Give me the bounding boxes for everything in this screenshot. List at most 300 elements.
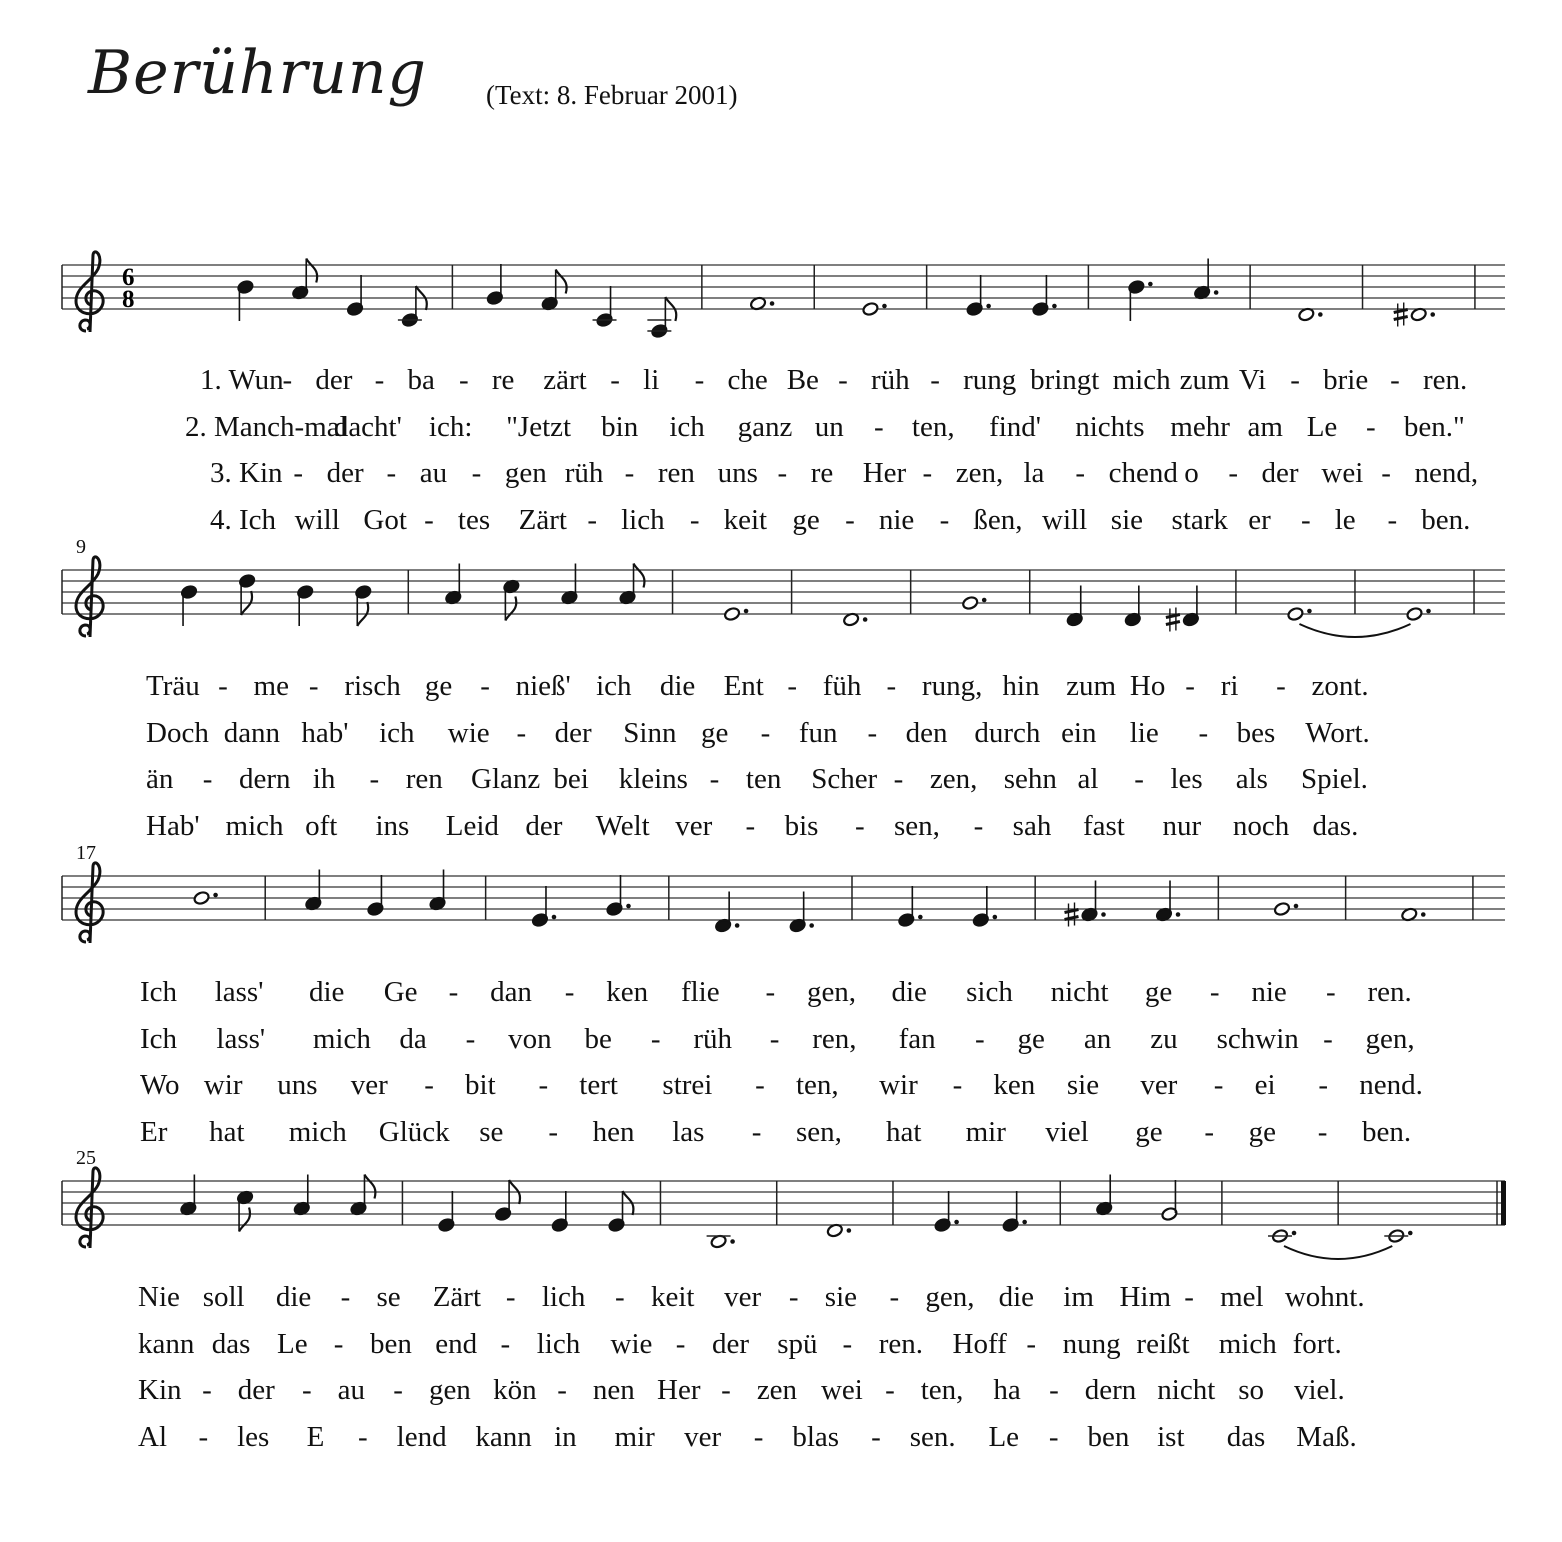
note-head	[862, 301, 879, 316]
lyric-hyphen: -	[369, 763, 380, 795]
lyric-syllable: keit	[650, 1281, 695, 1313]
lyric-syllable: der	[237, 1374, 275, 1406]
lyric-syllable: dern	[1084, 1374, 1137, 1406]
dot	[1408, 1231, 1413, 1236]
lyric-syllable: ge	[1144, 976, 1173, 1008]
lyric-syllable: dern	[238, 763, 291, 795]
lyric-syllable: mich	[288, 1115, 347, 1148]
lyric-syllable: sie	[1110, 503, 1143, 536]
lyric-syllable: blas	[792, 1420, 840, 1453]
lyric-hyphen: -	[587, 503, 598, 536]
note-flag	[306, 259, 317, 283]
treble-clef-icon	[76, 863, 103, 943]
lyric-syllable: end	[435, 1327, 478, 1360]
lyric-syllable: kann	[138, 1327, 195, 1360]
lyric-syllable: "Jetzt	[506, 410, 572, 443]
lyric-syllable: Wo	[140, 1069, 180, 1101]
lyric-syllable: ge	[1135, 1115, 1163, 1148]
lyric-syllable: la	[1023, 457, 1045, 489]
lyric-hyphen: -	[845, 503, 855, 536]
lyric-syllable: sen.	[909, 1420, 956, 1453]
note	[1128, 279, 1153, 321]
lyric-syllable: chend	[1108, 457, 1178, 489]
lyric-hyphen: -	[564, 976, 575, 1008]
note	[606, 875, 631, 917]
staff-system	[62, 876, 1505, 920]
lyric-hyphen: -	[1075, 457, 1086, 489]
lyric-hyphen: -	[885, 1374, 895, 1406]
lyric-syllable: ver	[684, 1420, 722, 1453]
lyric-hyphen: -	[689, 503, 700, 536]
lyric-syllable: rüh	[564, 457, 604, 489]
lyric-syllable: ben.	[1361, 1115, 1412, 1148]
lyric-syllable: wie	[610, 1327, 653, 1360]
lyric-syllable: bit	[465, 1069, 496, 1101]
lyric-hyphen: -	[1290, 364, 1300, 396]
lyric-syllable: ih	[312, 763, 336, 795]
lyric-hyphen: -	[1204, 1115, 1215, 1148]
lyric-syllable: als	[1235, 763, 1268, 795]
lyric-syllable: nie	[1251, 976, 1287, 1008]
lyric-syllable: nend.	[1359, 1069, 1423, 1101]
lyric-syllable: Ent	[723, 670, 764, 702]
lyric-syllable: nieß'	[515, 670, 571, 702]
lyric-syllable: strei	[662, 1069, 713, 1101]
lyric-hyphen: -	[1276, 670, 1286, 702]
note	[494, 1180, 520, 1222]
lyric-syllable: bes	[1236, 716, 1276, 749]
lyric-syllable: dann	[223, 716, 281, 749]
lyric-syllable: ken	[993, 1069, 1036, 1101]
lyric-syllable: Glück	[378, 1115, 450, 1148]
lyric-syllable: gen,	[1365, 1022, 1415, 1055]
staff-system	[62, 265, 1505, 309]
lyric-hyphen: -	[745, 809, 756, 842]
lyric-syllable: da	[399, 1022, 427, 1055]
dot	[1101, 912, 1106, 917]
lyric-syllable: will	[1042, 503, 1088, 536]
dot	[847, 1228, 852, 1233]
lyric-syllable: me	[253, 670, 289, 702]
lyric-hyphen: -	[1185, 670, 1195, 702]
note	[1032, 275, 1057, 317]
lyric-syllable: sie	[1066, 1069, 1100, 1101]
lyric-syllable: ein	[1061, 716, 1097, 749]
lyric-syllable: rüh	[871, 364, 910, 396]
measure-number: 25	[76, 1147, 96, 1169]
tie	[1299, 624, 1410, 637]
note	[647, 297, 676, 339]
lyric-syllable: mel	[1220, 1281, 1264, 1313]
lyric-syllable: Her	[657, 1374, 701, 1406]
lyric-syllable: viel.	[1294, 1374, 1345, 1406]
lyric-hyphen: -	[765, 976, 776, 1008]
lyric-hyphen: -	[930, 364, 940, 396]
lyric-syllable: viel	[1045, 1115, 1089, 1148]
lyric-syllable: Er	[140, 1115, 168, 1148]
lyric-hyphen: -	[624, 457, 635, 489]
lyric-hyphen: -	[939, 503, 950, 536]
dot	[954, 1220, 959, 1225]
lyric-syllable: Ho	[1129, 670, 1166, 702]
lyric-syllable: find'	[989, 410, 1042, 443]
lyric-syllable: Kin	[138, 1374, 182, 1406]
lyric-syllable: Got	[363, 503, 407, 536]
dot	[1214, 290, 1219, 295]
note	[1384, 1228, 1412, 1243]
lyric-syllable: ver	[724, 1281, 762, 1313]
lyric-hyphen: -	[516, 716, 527, 749]
note	[1002, 1191, 1027, 1233]
lyric-syllable: le	[1334, 503, 1356, 536]
lyric-syllable: lend	[396, 1420, 447, 1453]
sharp-icon	[1065, 903, 1079, 927]
text-date-note: (Text: 8. Februar 2001)	[486, 80, 738, 110]
dot	[809, 923, 814, 928]
lyric-syllable: nicht	[1050, 976, 1109, 1008]
note-head	[1273, 901, 1290, 916]
lyric-syllable: brie	[1323, 364, 1369, 396]
note	[398, 286, 427, 328]
lyric-syllable: am	[1247, 410, 1283, 443]
lyric-syllable: ei	[1254, 1069, 1276, 1101]
lyric-syllable: flie	[680, 976, 720, 1008]
lyric-hyphen: -	[709, 763, 720, 795]
lyric-syllable: Him	[1119, 1281, 1172, 1313]
lyric-hyphen: -	[975, 1022, 985, 1055]
lyric-hyphen: -	[893, 763, 904, 795]
lyric-hyphen: -	[333, 1327, 344, 1360]
lyric-hyphen: -	[308, 670, 319, 702]
lyric-syllable: die	[891, 976, 927, 1008]
lyric-hyphen: -	[1318, 1069, 1329, 1101]
lyric-hyphen: -	[952, 1069, 963, 1101]
lyric-syllable: sehn	[1003, 763, 1057, 795]
note	[531, 886, 556, 928]
lyric-syllable: tes	[457, 503, 491, 536]
lyric-syllable: schwin	[1216, 1022, 1299, 1055]
lyric-syllable: Vi	[1238, 364, 1267, 396]
lyric-syllable: er	[1248, 503, 1271, 536]
lyric-syllable: Doch	[146, 716, 209, 749]
dot	[744, 609, 749, 614]
lyric-hyphen: -	[1381, 457, 1391, 489]
dot	[730, 1239, 735, 1244]
note-head	[193, 890, 210, 905]
lyric-syllable: durch	[974, 716, 1041, 749]
note	[972, 886, 997, 928]
lyric-syllable: keit	[723, 503, 768, 536]
lyric-syllable: der	[525, 809, 563, 842]
lyric-syllable: hen	[592, 1115, 635, 1148]
lyric-syllable: ver	[350, 1069, 388, 1101]
lyric-syllable: risch	[344, 670, 401, 702]
final-bar-thick	[1501, 1181, 1506, 1225]
lyric-hyphen: -	[1184, 1281, 1194, 1313]
lyric-syllable: die	[308, 976, 345, 1008]
lyric-hyphen: -	[842, 1327, 853, 1360]
lyric-syllable: ge	[424, 670, 453, 702]
lyric-syllable: rung	[963, 364, 1017, 396]
lyric-syllable: Sinn	[623, 716, 677, 749]
lyric-syllable: bin	[601, 410, 639, 443]
dot	[735, 923, 740, 928]
note	[1268, 1228, 1296, 1243]
lyric-syllable: zen,	[955, 457, 1004, 489]
lyric-syllable: zum	[1179, 364, 1230, 396]
note	[346, 275, 363, 317]
lyric-syllable: ben	[369, 1327, 412, 1360]
lyric-hyphen: -	[751, 1115, 762, 1148]
lyric-hyphen: -	[874, 410, 884, 443]
note-head	[723, 606, 740, 621]
lyric-syllable: wei	[1321, 457, 1364, 489]
lyric-syllable: re	[491, 364, 515, 396]
sharp-icon	[1394, 303, 1408, 327]
lyric-syllable: ren	[657, 457, 695, 489]
lyric-hyphen: -	[753, 1420, 764, 1453]
lyric-syllable: Zärt	[518, 503, 567, 536]
lyric-hyphen: -	[1198, 716, 1209, 749]
lyric-syllable: das	[1226, 1420, 1266, 1453]
dot	[986, 304, 991, 309]
treble-clef-shape	[76, 557, 103, 637]
lyric-syllable: die	[275, 1281, 312, 1313]
lyric-syllable: las	[672, 1115, 705, 1148]
lyric-syllable: ich:	[428, 410, 473, 443]
lyric-syllable: mich	[225, 809, 284, 842]
lyric-syllable: gen	[428, 1374, 471, 1406]
lyric-syllable: nend,	[1414, 457, 1479, 489]
lyric-syllable: nur	[1162, 809, 1202, 842]
note	[898, 886, 923, 928]
lyric-syllable: zu	[1150, 1022, 1178, 1055]
lyric-syllable: die	[998, 1281, 1035, 1313]
lyric-syllable: den	[905, 716, 948, 749]
lyric-syllable: nen	[592, 1374, 635, 1406]
lyric-syllable: an	[1083, 1022, 1112, 1055]
lyric-syllable: tert	[579, 1069, 618, 1101]
lyric-syllable: mir	[614, 1420, 655, 1453]
lyric-syllable: fort.	[1292, 1327, 1342, 1360]
lyric-syllable: Ge	[383, 976, 418, 1008]
lyric-syllable: hat	[886, 1115, 922, 1148]
lyric-hyphen: -	[721, 1374, 731, 1406]
lyric-syllable: ten,	[920, 1374, 964, 1406]
lyric-hyphen: -	[1048, 1420, 1059, 1453]
lyric-syllable: ich	[596, 670, 632, 702]
lyric-hyphen: -	[293, 457, 304, 489]
lyric-syllable: reißt	[1136, 1327, 1190, 1360]
lyric-syllable: Be	[786, 364, 819, 396]
lyric-syllable: Le	[988, 1420, 1020, 1453]
lyric-syllable: Le	[1306, 410, 1338, 443]
lyric-syllable: in	[554, 1420, 577, 1453]
lyric-syllable: re	[810, 457, 834, 489]
lyric-hyphen: -	[889, 1281, 900, 1313]
lyric-hyphen: -	[458, 364, 469, 396]
lyric-syllable: be	[584, 1022, 612, 1055]
lyric-hyphen: -	[374, 364, 385, 396]
lyric-syllable: sen,	[894, 809, 940, 842]
lyric-syllable: Hab'	[146, 809, 200, 842]
lyric-syllable: ren.	[1423, 364, 1468, 396]
lyric-syllable: Leid	[445, 809, 499, 842]
lyric-hyphen: -	[505, 1281, 516, 1313]
lyric-syllable: noch	[1232, 809, 1290, 842]
lyric-syllable: sen,	[796, 1115, 842, 1148]
lyric-syllable: ben	[1087, 1420, 1130, 1453]
lyric-hyphen: -	[1228, 457, 1238, 489]
dot	[626, 904, 631, 909]
lyric-hyphen: -	[610, 364, 620, 396]
lyric-syllable: nie	[878, 503, 915, 536]
lyric-syllable: o	[1184, 457, 1199, 489]
lyric-syllable: ver	[1140, 1069, 1178, 1101]
dot	[1148, 282, 1153, 287]
lyric-syllable: kön	[493, 1374, 537, 1406]
note	[934, 1191, 959, 1233]
note	[551, 1191, 568, 1233]
lyric-hyphen: -	[787, 670, 798, 702]
lyric-hyphen: -	[694, 364, 705, 396]
lyric-syllable: ten,	[796, 1069, 839, 1101]
lyric-hyphen: -	[202, 763, 213, 795]
staff-system	[62, 570, 1505, 614]
dot	[1430, 312, 1435, 317]
lyric-syllable: lass'	[214, 976, 264, 1008]
lyric-syllable: zärt	[543, 364, 587, 396]
lyric-syllable: Wort.	[1305, 716, 1370, 749]
lyric-syllable: lich	[536, 1327, 581, 1360]
song-title: Berührung	[88, 38, 427, 108]
lyric-syllable: ßen,	[973, 503, 1023, 536]
lyric-syllable: ist	[1157, 1420, 1185, 1453]
lyric-syllable: 4. Ich	[210, 503, 277, 536]
lyric-syllable: rung,	[921, 670, 983, 702]
note-head	[1406, 606, 1423, 621]
lyric-syllable: un	[814, 410, 844, 443]
lyric-syllable: ge	[701, 716, 729, 749]
lyric-syllable: ten	[745, 763, 782, 795]
lyric-syllable: mir	[965, 1115, 1006, 1148]
lyric-syllable: so	[1238, 1374, 1265, 1406]
lyric-syllable: Hoff	[952, 1327, 1007, 1360]
lyric-syllable: wir	[203, 1069, 243, 1101]
lyric-syllable: zum	[1066, 670, 1117, 702]
lyric-syllable: ben."	[1403, 410, 1465, 443]
lyric-syllable: lich	[541, 1281, 586, 1313]
lyric-syllable: Le	[277, 1327, 308, 1360]
note	[238, 573, 255, 615]
lyric-hyphen: -	[854, 809, 865, 842]
lyric-syllable: uns	[717, 457, 758, 489]
dot	[1307, 609, 1312, 614]
lyric-syllable: mich	[312, 1022, 371, 1055]
lyric-syllable: ri	[1220, 670, 1239, 702]
lyric-syllable: fun	[798, 716, 838, 749]
lyric-syllable: bringt	[1030, 364, 1100, 396]
lyric-hyphen: -	[301, 1374, 312, 1406]
lyric-syllable: 3. Kin	[210, 457, 283, 489]
lyric-syllable: zen	[756, 1374, 798, 1406]
lyric-syllable: Ich	[140, 976, 178, 1008]
lyric-syllable: sich	[966, 976, 1013, 1008]
lyric-syllable: kleins	[618, 763, 688, 795]
lyric-syllable: will	[294, 503, 340, 536]
lyric-syllable: ten,	[911, 410, 955, 443]
treble-clef-icon	[76, 1168, 103, 1248]
lyric-hyphen: -	[340, 1281, 351, 1313]
lyric-syllable: hat	[209, 1115, 245, 1148]
dot	[1421, 912, 1426, 917]
lyric-hyphen: -	[1326, 976, 1336, 1008]
lyric-syllable: fast	[1082, 809, 1125, 842]
note-flag	[634, 564, 645, 588]
lyric-hyphen: -	[557, 1374, 567, 1406]
lyric-hyphen: -	[1317, 1115, 1328, 1148]
lyric-syllable: oft	[305, 809, 338, 842]
lyric-syllable: bei	[553, 763, 589, 795]
lyric-hyphen: -	[1390, 364, 1400, 396]
lyric-syllable: der	[554, 716, 592, 749]
lyric-syllable: ge	[1248, 1115, 1276, 1148]
lyric-syllable: ren,	[812, 1022, 857, 1055]
dot	[918, 915, 923, 920]
lyric-hyphen: -	[448, 976, 459, 1008]
lyric-hyphen: -	[393, 1374, 403, 1406]
lyric-hyphen: -	[1387, 503, 1398, 536]
lyric-hyphen: -	[650, 1022, 661, 1055]
note-flag	[364, 1175, 375, 1199]
dot	[1292, 1231, 1297, 1236]
note	[966, 275, 991, 317]
lyric-hyphen: -	[1049, 1374, 1059, 1406]
lyric-syllable: che	[727, 364, 768, 396]
lyric-hyphen: -	[788, 1281, 799, 1313]
lyric-syllable: se	[376, 1281, 401, 1313]
lyric-syllable: ha	[993, 1374, 1021, 1406]
note	[486, 264, 503, 306]
dot	[982, 598, 987, 603]
lyric-syllable: ge	[1017, 1022, 1045, 1055]
lyric-syllable: ich	[669, 410, 705, 443]
lyric-syllable: das.	[1312, 809, 1359, 842]
lyric-syllable: der	[326, 457, 364, 489]
lyric-syllable: nichts	[1075, 410, 1145, 443]
measure-number: 17	[76, 842, 96, 864]
lyric-syllable: sie	[824, 1281, 857, 1313]
lyric-syllable: li	[643, 364, 660, 396]
note	[367, 875, 384, 917]
treble-clef-icon	[76, 252, 103, 332]
lyric-syllable: Al	[138, 1420, 167, 1453]
treble-clef-shape	[76, 863, 103, 943]
dot	[552, 915, 557, 920]
treble-clef-icon	[76, 557, 103, 637]
dot	[1022, 1220, 1027, 1225]
note	[237, 279, 254, 321]
lyric-syllable: spü	[777, 1327, 818, 1360]
lyric-syllable: der	[315, 364, 353, 396]
note	[593, 286, 617, 328]
dot	[863, 617, 868, 622]
lyric-hyphen: -	[1323, 1022, 1333, 1055]
note	[180, 584, 197, 626]
lyric-syllable: die	[659, 670, 696, 702]
note	[707, 1234, 735, 1249]
lyric-hyphen: -	[1301, 503, 1311, 536]
